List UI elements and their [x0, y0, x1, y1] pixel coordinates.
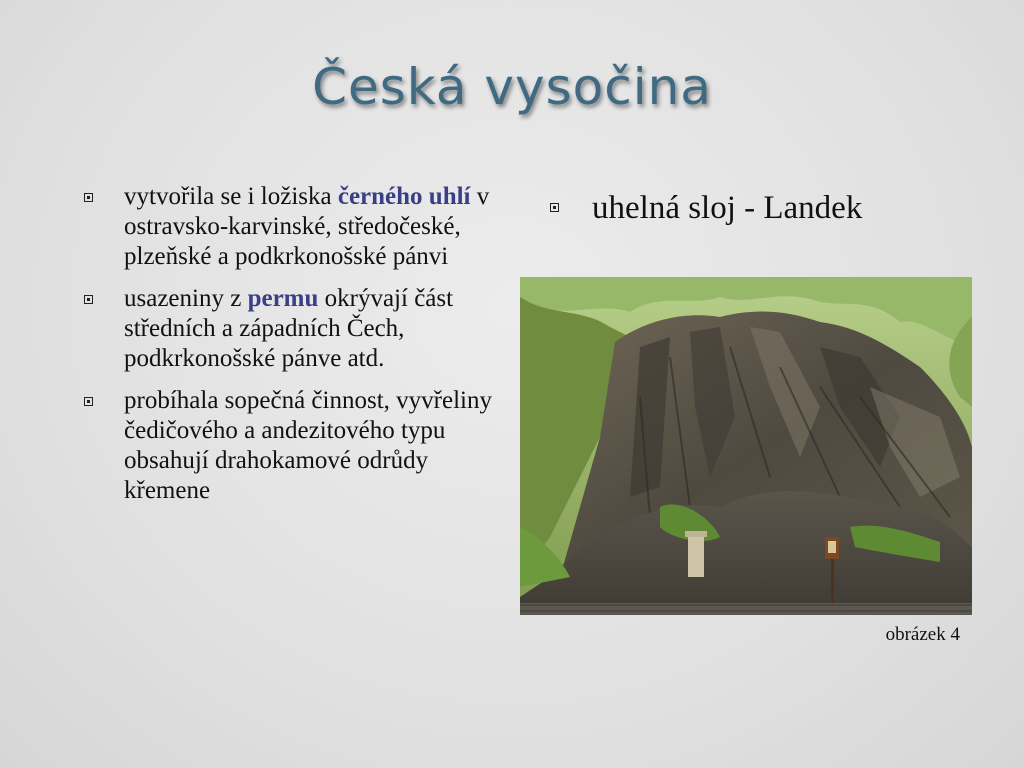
bullet-text: uhelná sloj - Landek [592, 190, 863, 226]
rock-outcrop-photo [520, 277, 972, 615]
square-bullet-icon [84, 397, 93, 406]
square-bullet-icon [550, 203, 559, 212]
bullet-text: v ostravsko-karvinské, středočeské, plzeňské a podkrkonošské pánvi [124, 183, 490, 270]
square-bullet-icon [84, 295, 93, 304]
right-column [546, 188, 976, 228]
bullet-text: probíhala sopečná činnost, vyvřeliny čedičového a andezitového typu obsahují drahokamové odrůdy křemene [124, 387, 492, 504]
right-bullet-list [546, 188, 976, 228]
left-column [78, 182, 498, 518]
figure-caption: obrázek 4 [885, 624, 960, 645]
square-bullet-icon [84, 193, 93, 202]
bullet-text: okrývají část středních a západních Čech, podkrkonošské pánve atd. [124, 285, 454, 372]
bullet-item [78, 386, 498, 506]
bullet-item [546, 188, 976, 228]
left-bullet-list [78, 182, 498, 506]
rock-outcrop-illustration [520, 277, 972, 615]
bullet-item [78, 182, 498, 272]
bullet-item [78, 284, 498, 374]
slide-title: Česká vysočina [312, 58, 712, 116]
bullet-text: vytvořila se i ložiska [124, 183, 338, 210]
highlight-term: černého uhlí [337, 183, 471, 210]
highlight-term: permu [247, 285, 319, 312]
bullet-text: usazeniny z [124, 285, 248, 312]
